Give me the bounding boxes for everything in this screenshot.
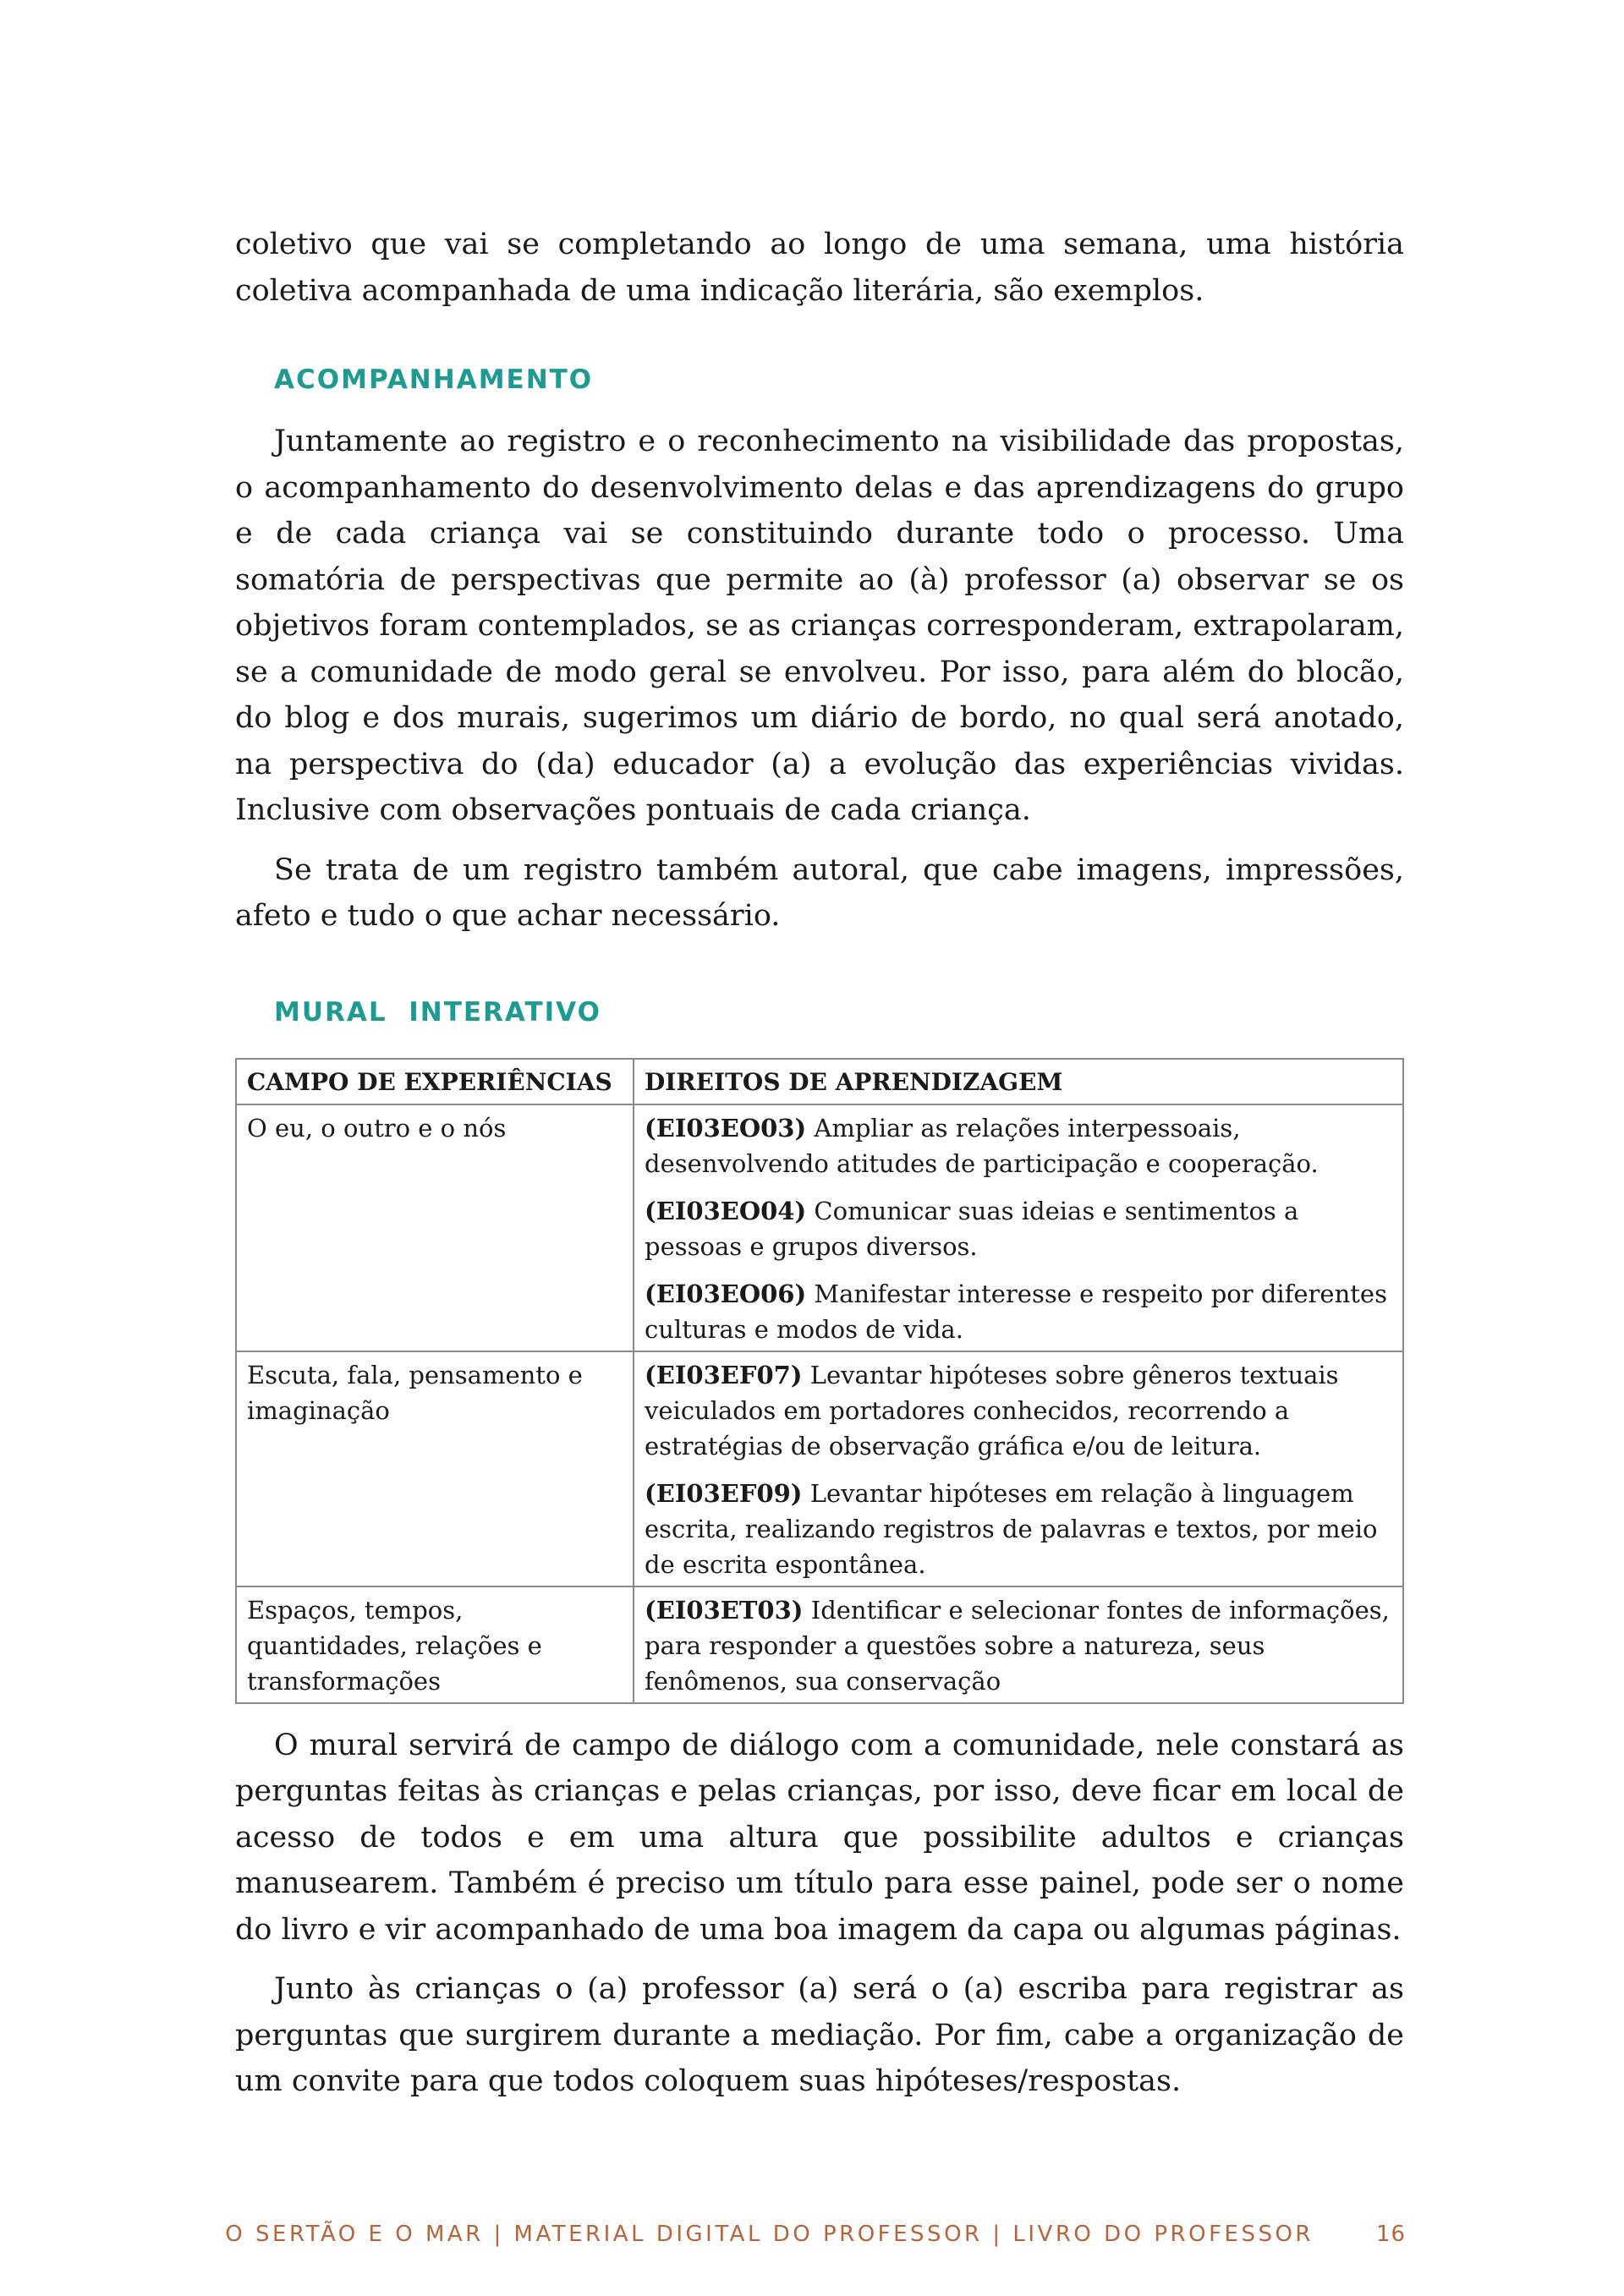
objective-code: (EI03EO04) <box>645 1196 807 1225</box>
footer-title: O SERTÃO E O MAR | MATERIAL DIGITAL DO PROFESSOR | LIVRO DO PROFESSOR <box>225 2222 1314 2247</box>
learning-objective <box>645 1276 1392 1347</box>
mural-paragraph-1: O mural servirá de campo de diálogo com a comunidade, nele constará as perguntas feitas às crianças e pelas crianças, por isso, deve ficar em local de acesso de todos e em uma altura que possibilite adultos e crianças manusearem. Também é preciso um título para esse painel, pode ser o nome do livro e vir acompanhado de uma boa imagem da capa ou algumas páginas. <box>235 1728 1404 1947</box>
campo-cell: O eu, o outro e o nós <box>236 1104 634 1351</box>
learning-rights-table <box>235 1058 1404 1704</box>
objective-text: Identificar e selecionar fontes de informações, para responder a questões sobre a natureza, seus fenômenos, sua conservação <box>645 1595 1390 1696</box>
learning-objective <box>645 1193 1392 1264</box>
direitos-cell <box>634 1351 1403 1586</box>
objective-text: Ampliar as relações interpessoais, desenvolvendo atitudes de participação e cooperação. <box>645 1113 1319 1178</box>
learning-objective <box>645 1476 1392 1582</box>
table-header-direitos: DIREITOS DE APRENDIZAGEM <box>634 1059 1403 1104</box>
objective-text: Comunicar suas ideias e sentimentos a pessoas e grupos diversos. <box>645 1196 1299 1261</box>
direitos-cell <box>634 1104 1403 1351</box>
intro-paragraph: coletivo que vai se completando ao longo de uma semana, uma história coletiva acompanhada de uma indicação literária, são exemplos. <box>235 227 1404 308</box>
table-row <box>236 1586 1403 1703</box>
campo-cell: Espaços, tempos, quantidades, relações e transformações <box>236 1586 634 1703</box>
mural-paragraph-2: Junto às crianças o (a) professor (a) será o (a) escriba para registrar as perguntas que surgirem durante a mediação. Por fim, cabe a organização de um convite para que todos coloquem suas hipóteses/respostas. <box>235 1972 1404 2098</box>
acompanhamento-paragraph-1: Juntamente ao registro e o reconhecimento na visibilidade das propostas, o acompanhamento do desenvolvimento delas e das aprendizagens do grupo e de cada criança vai se constituindo durante todo o processo. Uma somatória de perspectivas que permite ao (à) professor (a) observar se os objetivos foram contemplados, se as crianças corresponderam, extrapolaram, se a comunidade de modo geral se envolveu. Por isso, para além do blocão, do blog e dos murais, sugerimos um diário de bordo, no qual será anotado, na perspectiva do (da) educador (a) a evolução das experiências vividas. Inclusive com observações pontuais de cada criança. <box>235 425 1404 827</box>
table-row <box>236 1104 1403 1351</box>
learning-objective <box>645 1592 1392 1699</box>
table-row <box>236 1351 1403 1586</box>
objective-code: (EI03EF07) <box>645 1360 803 1389</box>
page-number: 16 <box>1376 2222 1407 2247</box>
objective-text: Levantar hipóteses sobre gêneros textuais veiculados em portadores conhecidos, recorrendo a estratégias de observação gráfica e/ou de leitura. <box>645 1360 1339 1460</box>
objective-code: (EI03ET03) <box>645 1595 804 1625</box>
campo-cell: Escuta, fala, pensamento e imaginação <box>236 1351 634 1586</box>
page-content <box>235 222 1404 2105</box>
objective-code: (EI03EO06) <box>645 1279 807 1308</box>
learning-objective <box>645 1110 1392 1181</box>
direitos-cell <box>634 1586 1403 1703</box>
objective-text: Manifestar interesse e respeito por diferentes culturas e modos de vida. <box>645 1279 1387 1344</box>
table-header-row <box>236 1059 1403 1104</box>
objective-text: Levantar hipóteses em relação à linguagem escrita, realizando registros de palavras e textos, por meio de escrita espontânea. <box>645 1478 1378 1579</box>
learning-objective <box>645 1357 1392 1464</box>
table-header-campo: CAMPO DE EXPERIÊNCIAS <box>236 1059 634 1104</box>
objective-code: (EI03EO03) <box>645 1113 807 1143</box>
section-title-acompanhamento: ACOMPANHAMENTO <box>274 364 594 395</box>
objective-code: (EI03EF09) <box>645 1478 803 1508</box>
section-title-mural: MURAL INTERATIVO <box>274 996 601 1027</box>
acompanhamento-paragraph-2: Se trata de um registro também autoral, que cabe imagens, impressões, afeto e tudo o que achar necessário. <box>235 852 1404 933</box>
